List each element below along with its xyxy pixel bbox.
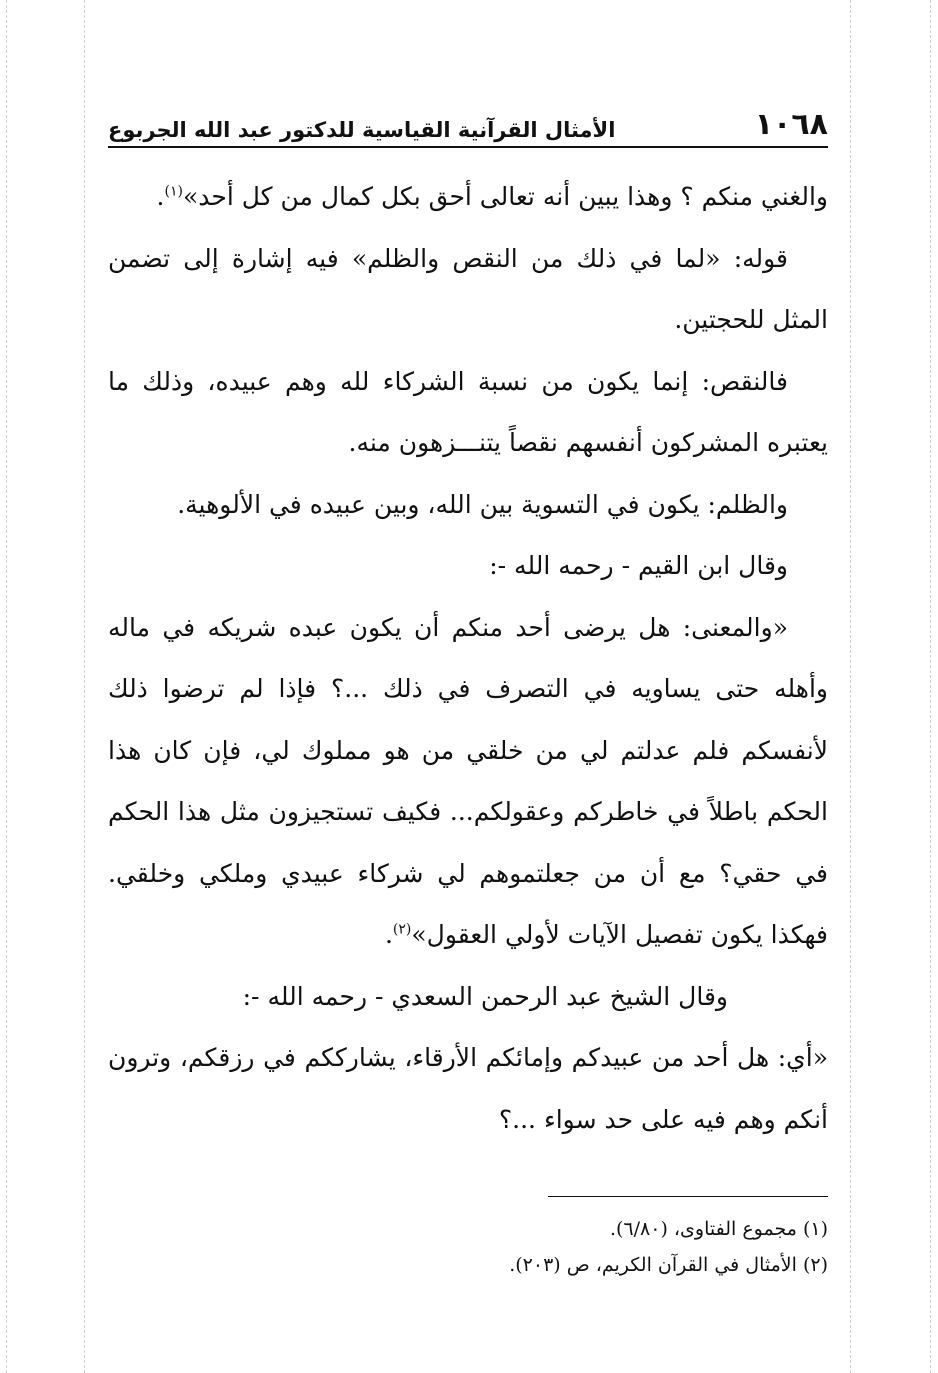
page-header (108, 96, 828, 148)
paragraph: وقال الشيخ عبد الرحمن السعدي - رحمه الله -: (242, 981, 728, 1011)
quote-paragraph: «أي: هل أحد من عبيدكم وإمائكم الأرقاء، يشارككم في رزقكم، وترون أنكم وهم فيه على حد سواء ...؟ (108, 1043, 828, 1134)
footnote: (١) مجموع الفتاوى، (٦/٨٠). (609, 1218, 828, 1240)
scan-guide-line (850, 0, 851, 1373)
footnote-divider (548, 1196, 828, 1197)
footnote-ref: (١) (164, 183, 183, 200)
scan-guide-line (84, 0, 85, 1373)
page-body (108, 166, 828, 1150)
paragraph: قوله: «لما في ذلك من النقص والظلم» فيه إشارة إلى تضمن المثل للحجتين. (108, 243, 828, 334)
paragraph: والغني منكم ؟ وهذا يبين أنه تعالى أحق بكل كمال من كل أحد»$^{(١)}$. (156, 182, 828, 211)
page-number: ١٠٦٨ (754, 107, 828, 142)
paragraph: والظلم: يكون في التسوية بين الله، وبين عبيده في الألوهية. (177, 489, 788, 519)
paragraph: فالنقص: إنما يكون من نسبة الشركاء لله وهم عبيده، وذلك ما يعتبره المشركون أنفسهم نقصاً يتنـــزهون منه. (108, 366, 828, 457)
scan-guide-line (930, 0, 931, 1373)
scan-guide-line (6, 0, 7, 1373)
footnote: (٢) الأمثال في القرآن الكريم، ص (٢٠٣). (509, 1254, 828, 1276)
running-title: الأمثال القرآنية القياسية للدكتور عبد الله الجربوع (108, 118, 616, 142)
footnotes (108, 1211, 828, 1283)
paragraph: وقال ابن القيم - رحمه الله -: (489, 551, 788, 580)
book-page (108, 96, 828, 1283)
quote-paragraph: «والمعنى: هل يرضى أحد منكم أن يكون عبده شريكه في ماله وأهله حتى يساويه في التصرف في ذلك ...؟ فإذا لم ترضوا ذلك لأنفسكم فلم عدلتم لي من خلقي من هو مملوك لي، فإن كان هذا الحكم باطلاً في خاطركم وعقولكم... فكيف تستجيزون مثل هذا الحكم في حقي؟ مع أن من جعلتموهم لي شركاء عبيدي وملكي وخلقي. فهكذا يكون تفصيل الآيات لأولي العقول»$^{(٢)}$. (108, 612, 828, 949)
footnote-ref: (٢) (392, 921, 412, 938)
